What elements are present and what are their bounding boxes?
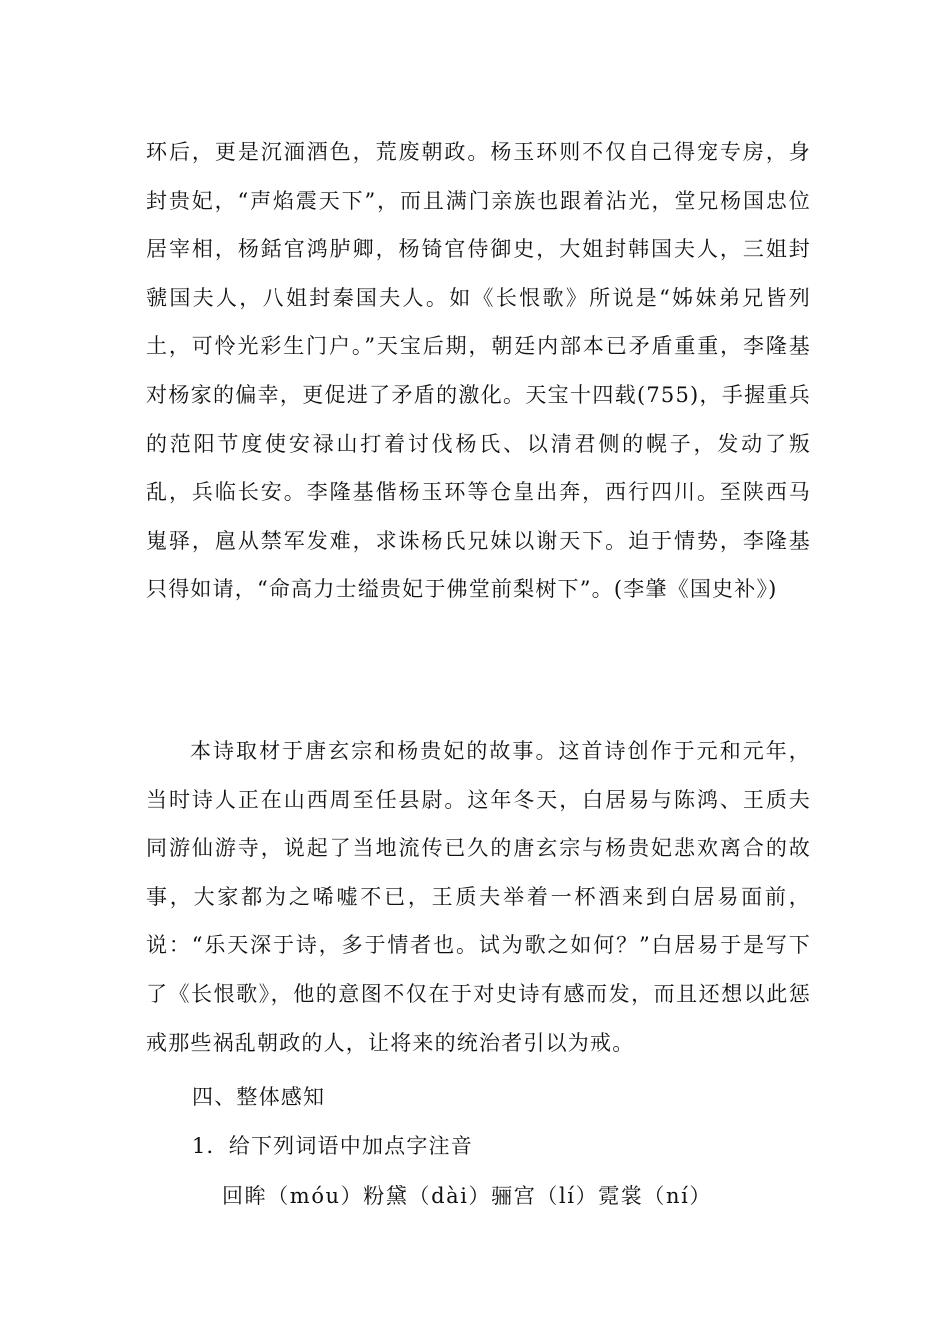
body-paragraph-history: 环后，更是沉湎酒色，荒废朝政。杨玉环则不仅自己得宠专房，身封贵妃，“声焰震天下”，而且满门亲族也跟着沾光，堂兄杨国忠位居宰相，杨銛官鸿胪卿，杨锜官侍御史，大姐封韩国夫人，三姐封虢国夫人，八姐封秦国夫人。如《长恨歌》所说是“姊妹弟兄皆列土，可怜光彩生门户。”天宝后期，朝廷内部本已矛盾重重，李隆基对杨家的偏幸，更促进了矛盾的激化。天宝十四载(755)，手握重兵的范阳节度使安禄山打着讨伐杨氏、以清君侧的幌子，发动了叛乱，兵临长安。李隆基偕杨玉环等仓皇出奔，西行四川。至陕西马嵬驿，扈从禁军发难，求诛杨氏兄妹以谢天下。迫于情势，李隆基只得如请，“命高力士缢贵妃于佛堂前梨树下”。(李肇《国史补》) [146, 140, 811, 602]
section-heading: 四、整体感知 [192, 1085, 326, 1109]
body-paragraph-background: 本诗取材于唐玄宗和杨贵妃的故事。这首诗创作于元和元年，当时诗人正在山西周至任县尉。这年冬天，白居易与陈鸿、王质夫同游仙游寺，说起了当地流传已久的唐玄宗与杨贵妃悲欢离合的故事，大家都为之唏嘘不已，王质夫举着一杯酒来到白居易面前，说：“乐天深于诗，多于情者也。试为歌之如何？”白居易于是写下了《长恨歌》，他的意图不仅在于对史诗有感而发，而且还想以此惩戒那些祸乱朝政的人，让将来的统治者引以为戒。 [146, 739, 811, 1055]
pinyin-answers: 回眸（móu）粉黛（dài）骊宫（lí）霓裳（ní） [222, 1184, 713, 1208]
exercise-item: 1．给下列词语中加点字注音 [192, 1134, 473, 1158]
